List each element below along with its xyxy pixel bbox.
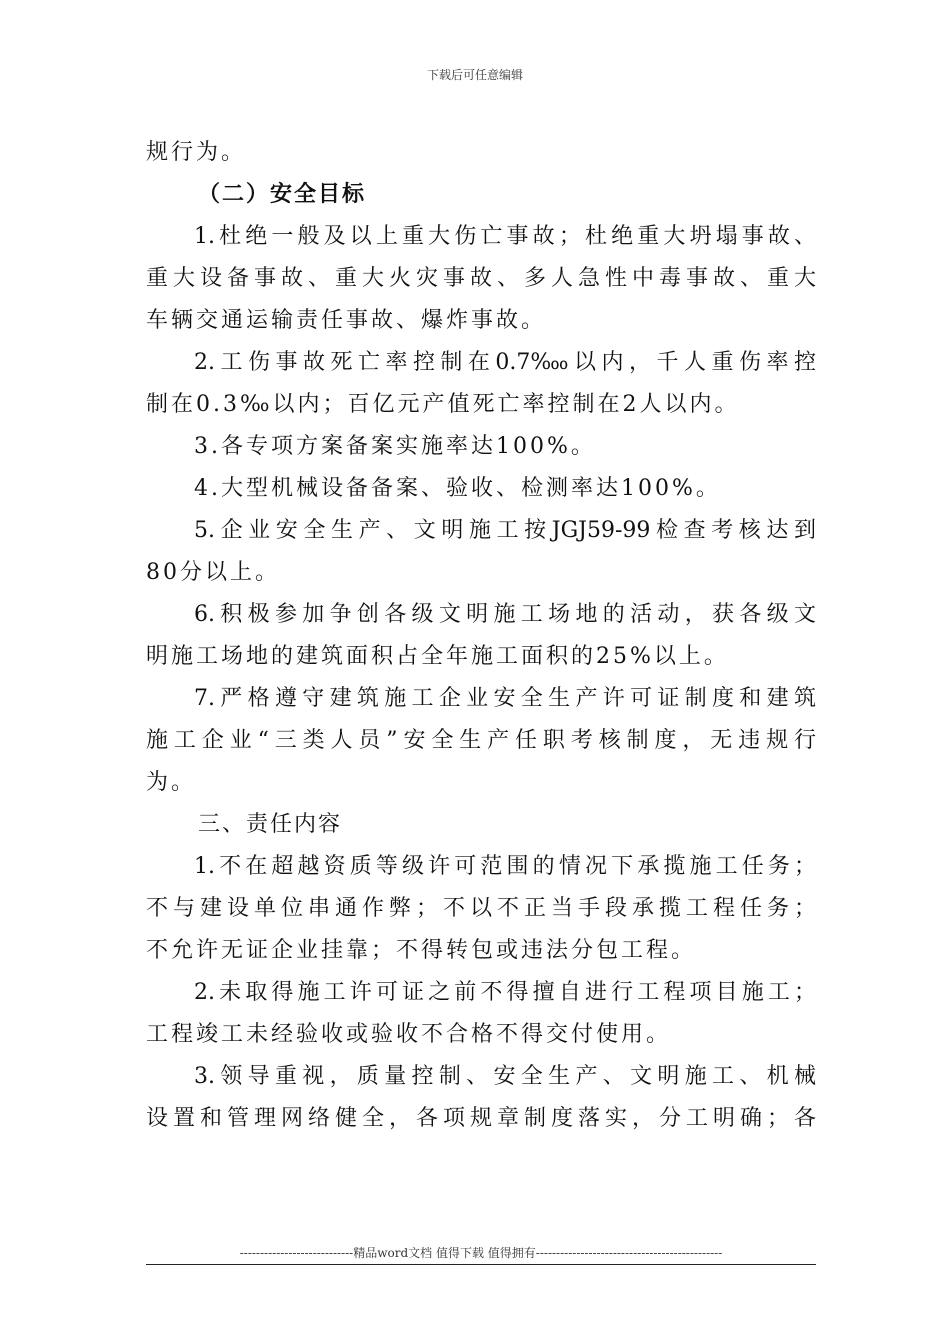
- paragraph-line: 为。: [146, 770, 197, 795]
- section-heading: （二）安全目标: [198, 182, 367, 207]
- paragraph-line: 1.不在超越资质等级许可范围的情况下承揽施工任务；: [194, 854, 816, 879]
- paragraph-line: 5.企业安全生产、文明施工按JGJ59-99检查考核达到: [194, 518, 816, 543]
- paragraph-line: 设置和管理网络健全，各项规章制度落实，分工明确；各: [146, 1106, 816, 1131]
- paragraph-line: 不允许无证企业挂靠；不得转包或违法分包工程。: [146, 938, 697, 963]
- paragraph-line: 2.未取得施工许可证之前不得擅自进行工程项目施工；: [194, 980, 816, 1005]
- paragraph-line: 6.积极参加争创各级文明施工场地的活动，获各级文: [194, 602, 816, 627]
- paragraph-line: 7.严格遵守建筑施工企业安全生产许可证制度和建筑: [194, 686, 816, 711]
- paragraph-line: 80分以上。: [146, 560, 280, 585]
- paragraph-line: 施工企业“三类人员”安全生产任职考核制度，无违规行: [146, 728, 816, 753]
- document-body: [146, 132, 816, 1140]
- paragraph-line: 3.领导重视，质量控制、安全生产、文明施工、机械: [194, 1064, 816, 1089]
- page-footer: ----------------------------精品word文档 值得下载 值得拥有----------------------------------------------: [239, 1246, 723, 1260]
- paragraph-line: 2.工伤事故死亡率控制在0.7‱以内，千人重伤率控: [194, 350, 816, 375]
- paragraph-line: 不与建设单位串通作弊；不以不正当手段承揽工程任务；: [146, 896, 816, 921]
- paragraph-line: 4.大型机械设备备案、验收、检测率达100%。: [194, 476, 721, 501]
- paragraph-line: 1.杜绝一般及以上重大伤亡事故；杜绝重大坍塌事故、: [194, 224, 816, 249]
- paragraph-line: 明施工场地的建筑面积占全年施工面积的25%以上。: [146, 644, 729, 669]
- section-heading: 三、责任内容: [198, 812, 343, 837]
- paragraph-line: 工程竣工未经验收或验收不合格不得交付使用。: [146, 1022, 672, 1047]
- paragraph-line: 制在0.3‰以内；百亿元产值死亡率控制在2人以内。: [146, 392, 740, 417]
- page-header: 下载后可任意编辑: [426, 68, 523, 82]
- paragraph-line: 重大设备事故、重大火灾事故、多人急性中毒事故、重大: [146, 266, 816, 291]
- paragraph-line: 3.各专项方案备案实施率达100%。: [194, 434, 596, 459]
- paragraph-line: 规行为。: [146, 140, 247, 165]
- footer-divider: [146, 1264, 816, 1265]
- paragraph-line: 车辆交通运输责任事故、爆炸事故。: [146, 308, 547, 333]
